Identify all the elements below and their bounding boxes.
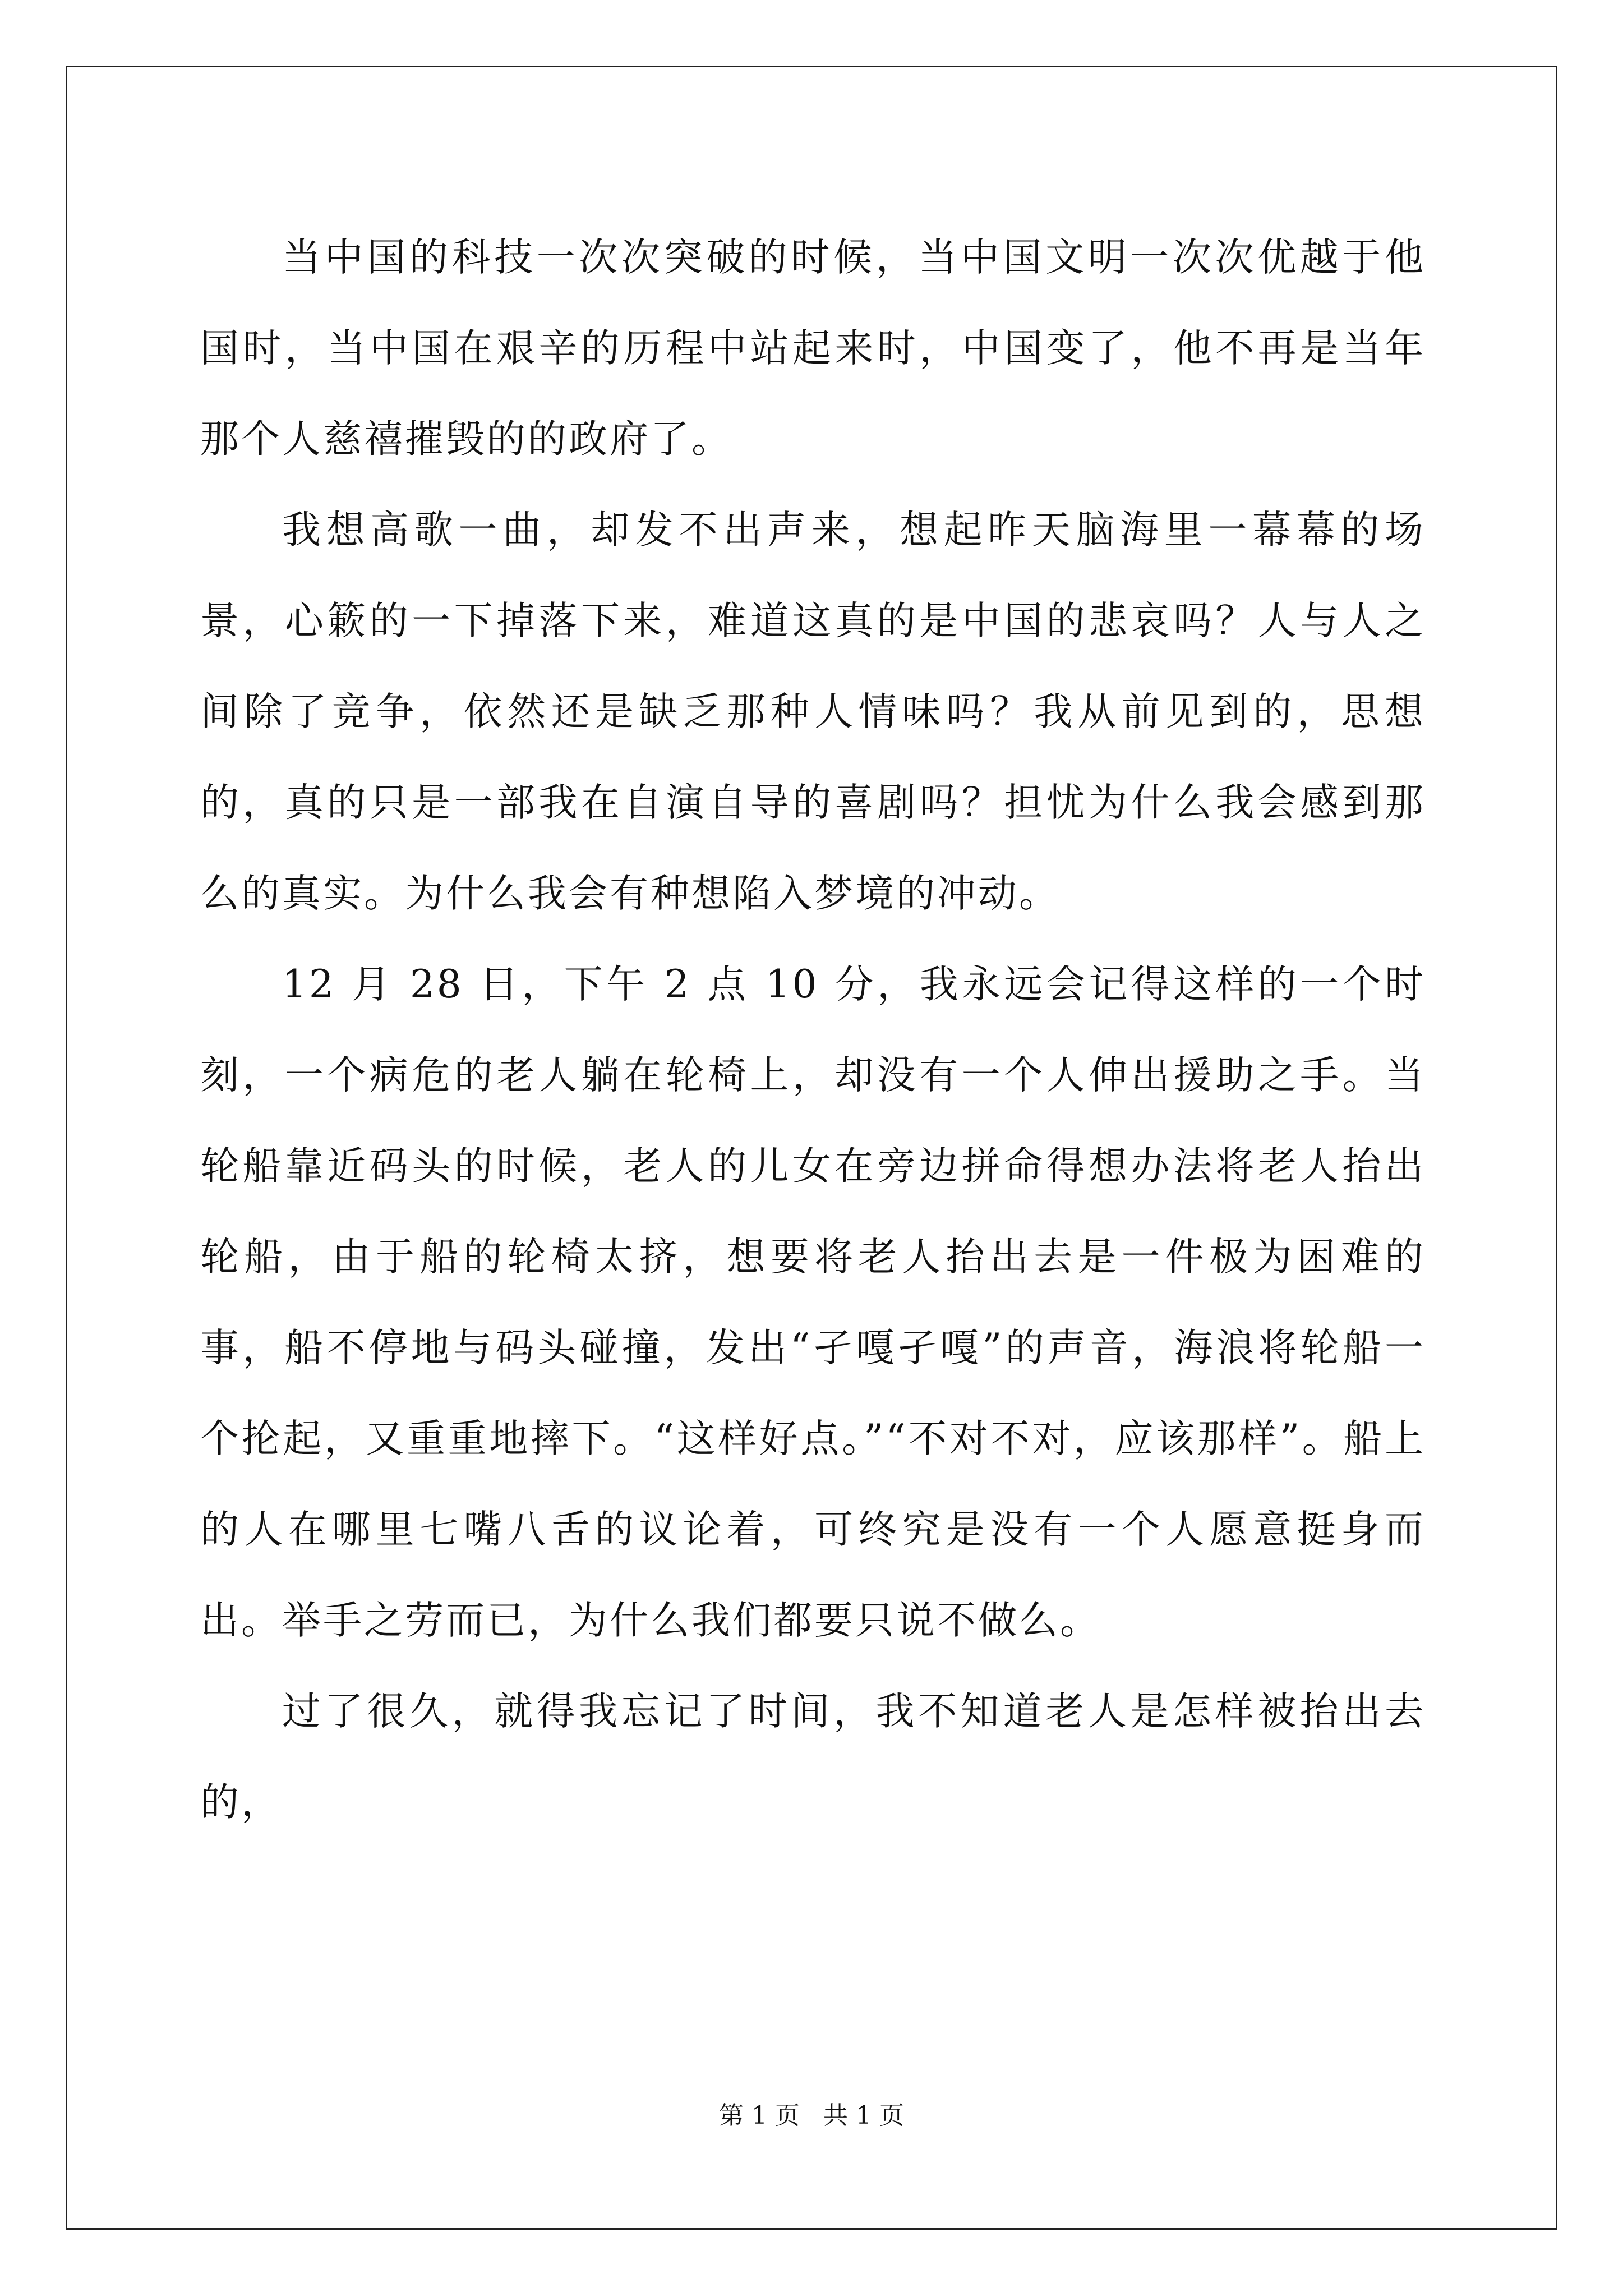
document-body xyxy=(200,212,1426,1848)
paragraph-2: 我想高歌一曲，却发不出声来，想起昨天脑海里一幕幕的场景，心簌的一下掉落下来，难道这真的是中国的悲哀吗？人与人之间除了竞争，依然还是缺乏那种人情味吗？我从前见到的，思想的，真的只是一部我在自演自导的喜剧吗？担忧为什么我会感到那么的真实。为什么我会有种想陷入梦境的冲动。 xyxy=(200,508,1426,916)
page-number: 第 1 页 xyxy=(719,2101,800,2130)
paragraph-4: 过了很久，就得我忘记了时间，我不知道老人是怎样被抬出去的， xyxy=(200,1689,1426,1825)
paragraph-3: 12 月 28 日，下午 2 点 10 分，我永远会记得这样的一个时刻，一个病危的老人躺在轮椅上，却没有一个人伸出援助之手。当轮船靠近码头的时候，老人的儿女在旁边拼命得想办法将老人抬出轮船，由于船的轮椅太挤，想要将老人抬出去是一件极为困难的事，船不停地与码头碰撞，发出“孑嘎孑嘎”的声音，海浪将轮船一个抡起，又重重地摔下。“这样好点。”“不对不对，应该那样”。船上的人在哪里七嘴八舌的议论着，可终究是没有一个人愿意挺身而出。举手之劳而已，为什么我们都要只说不做么。 xyxy=(200,962,1426,1643)
paragraph-1: 当中国的科技一次次突破的时候，当中国文明一次次优越于他国时，当中国在艰辛的历程中站起来时，中国变了，他不再是当年那个人慈禧摧毁的的政府了。 xyxy=(200,235,1426,462)
page-total: 共 1 页 xyxy=(823,2101,904,2130)
page-footer xyxy=(0,2099,1623,2133)
